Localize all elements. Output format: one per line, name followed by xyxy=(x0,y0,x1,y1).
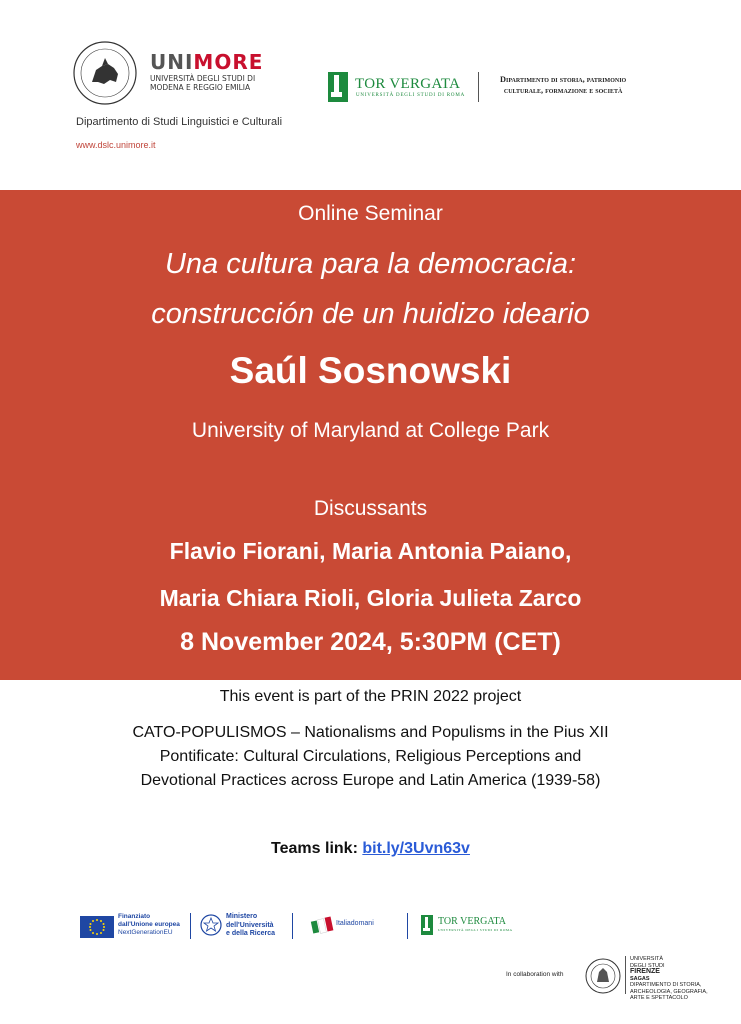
footer-divider xyxy=(292,913,293,939)
seminar-date: 8 November 2024, 5:30PM (CET) xyxy=(180,628,561,656)
seminar-banner xyxy=(0,190,741,680)
ministry-text-line2: dell'Università xyxy=(226,921,274,929)
unimore-department: Dipartimento di Studi Linguistici e Culturali xyxy=(76,116,283,128)
firenze-line5: DIPARTIMENTO DI STORIA, xyxy=(630,982,702,988)
italian-republic-emblem-icon xyxy=(200,912,222,938)
unimore-subtitle xyxy=(150,74,260,92)
footer-divider xyxy=(407,913,408,939)
footer-tor-vergata-subtitle: UNIVERSITÀ DEGLI STUDI DI ROMA xyxy=(438,928,513,932)
project-title-line2: Pontificate: Cultural Circulations, Religious Perceptions and xyxy=(159,748,582,765)
university-seal-icon xyxy=(72,40,138,106)
teams-link-row xyxy=(0,840,741,858)
footer-divider xyxy=(625,956,626,994)
ministry-text-line1: Ministero xyxy=(226,913,258,920)
eu-text-line1: Finanziato xyxy=(118,913,151,920)
eu-funding-text xyxy=(118,913,180,937)
ministry-text xyxy=(226,913,275,939)
tor-vergata-department-line1: Dipartimento di storia, patrimonio xyxy=(500,75,627,84)
project-title-line1: CATO-POPULISMOS – Nationalisms and Populisms in the Pius XII xyxy=(132,724,609,741)
speaker-affiliation: University of Maryland at College Park xyxy=(191,419,550,442)
tor-vergata-subtitle: UNIVERSITÀ DEGLI STUDI DI ROMA xyxy=(356,93,465,98)
unimore-url-link[interactable]: www.dslc.unimore.it xyxy=(76,140,156,150)
discussants-heading: Discussants xyxy=(313,497,428,520)
footer-tor-vergata-name: TOR VERGATA xyxy=(438,916,507,927)
tor-vergata-logo-icon xyxy=(421,915,433,935)
seminar-title-line2: construcción de un huidizo ideario xyxy=(151,298,590,330)
speaker-name: Saúl Sosnowski xyxy=(229,350,512,391)
italia-domani-text: Italiadomani xyxy=(336,920,374,927)
project-title-line3: Devotional Practices across Europe and Latin America (1939-58) xyxy=(140,772,601,789)
unimore-logo-text xyxy=(150,50,263,74)
project-intro: This event is part of the PRIN 2022 project xyxy=(219,688,522,705)
firenze-line1: UNIVERSITÀ xyxy=(630,956,664,962)
firenze-line3: FIRENZE xyxy=(630,968,660,975)
firenze-line6: ARCHEOLOGIA, GEOGRAFIA, xyxy=(630,988,708,995)
firenze-text xyxy=(630,956,708,1002)
unimore-subtitle-line1: UNIVERSITÀ DEGLI STUDI DI xyxy=(150,74,256,83)
unimore-name-red: MORE xyxy=(193,50,264,74)
discussants-line1: Flavio Fiorani, Maria Antonia Paiano, xyxy=(169,538,572,564)
firenze-line4: SAGAS xyxy=(630,975,650,982)
eu-text-line3: NextGenerationEU xyxy=(118,929,173,936)
ministry-text-line3: e della Ricerca xyxy=(226,930,276,937)
eu-text-line2: dall'Unione europea xyxy=(118,921,180,928)
eu-flag-icon xyxy=(80,916,114,938)
unimore-subtitle-line2: MODENA E REGGIO EMILIA xyxy=(150,83,251,92)
tor-vergata-name: TOR VERGATA xyxy=(355,76,461,92)
discussants-line2: Maria Chiara Rioli, Gloria Julieta Zarco xyxy=(159,585,582,611)
teams-link-label: Teams link: xyxy=(271,840,358,857)
firenze-seal-icon xyxy=(585,958,621,994)
tor-vergata-logo-icon xyxy=(328,72,348,102)
seminar-title-line1: Una cultura para la democracia: xyxy=(164,248,577,280)
teams-link[interactable]: bit.ly/3Uvn63v xyxy=(362,840,470,857)
unimore-name-gray: UNI xyxy=(150,50,194,74)
firenze-line7: ARTE E SPETTACOLO xyxy=(630,995,688,1001)
tor-vergata-department-line2: culturale, formazione e società xyxy=(503,86,623,95)
italia-domani-logo-icon xyxy=(310,915,334,937)
seminar-label: Online Seminar xyxy=(298,202,443,225)
header-divider xyxy=(478,72,479,102)
tor-vergata-department xyxy=(500,74,626,96)
footer-divider xyxy=(190,913,191,939)
firenze-line2: DEGLI STUDI xyxy=(630,962,665,969)
collaboration-label: In collaboration with xyxy=(506,971,564,978)
